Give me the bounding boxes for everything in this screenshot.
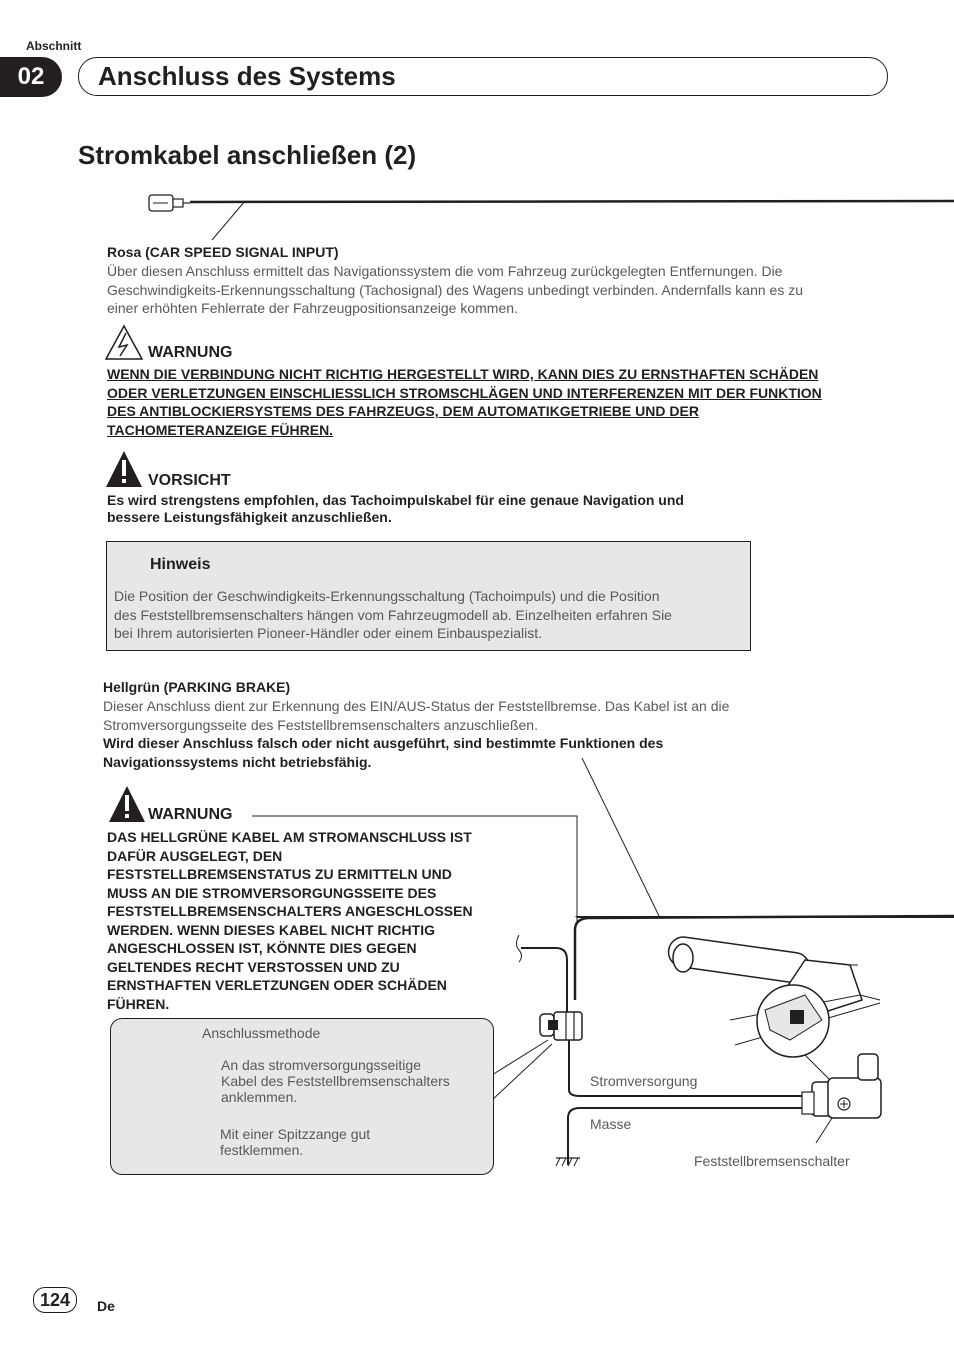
text-line: Mit einer Spitzzange gut xyxy=(220,1126,371,1142)
text-line: bessere Leistungsfähigkeit anzuschließen. xyxy=(107,509,392,525)
text-line: Stromversorgungsseite des Feststellbremsenschalters anzuschließen. xyxy=(103,716,538,733)
connection-step-1 xyxy=(221,1057,486,1105)
switch-label: Feststellbremsenschalter xyxy=(694,1153,850,1169)
text-line: ERNSTHAFTEN VERLETZUNGEN ODER SCHÄDEN xyxy=(107,977,447,993)
text-line: DES ANTIBLOCKIERSYSTEMS DES FAHRZEUGS, DEM AUTOMATIKGETRIEBE UND DER xyxy=(107,403,699,419)
speed-signal-label: Rosa (CAR SPEED SIGNAL INPUT) xyxy=(107,244,339,260)
section-label: Abschnitt xyxy=(26,39,82,53)
caution-heading: VORSICHT xyxy=(148,472,231,489)
warning-heading: WARNUNG xyxy=(148,344,233,361)
text-line: festklemmen. xyxy=(220,1142,304,1158)
section-number-badge: 02 xyxy=(0,57,62,97)
text-line: DAS HELLGRÜNE KABEL AM STROMANSCHLUSS IST xyxy=(107,829,472,845)
warning-heading: WARNUNG xyxy=(148,806,233,823)
speed-signal-description xyxy=(107,262,907,318)
caution-icon xyxy=(106,451,142,487)
text-line: FESTSTELLBREMSENSTATUS ZU ERMITTELN UND xyxy=(107,866,452,882)
text-line: Die Position der Geschwindigkeits-Erkennungsschaltung (Tachoimpuls) und die Position xyxy=(114,588,660,604)
page-title: Stromkabel anschließen (2) xyxy=(78,140,417,170)
text-line: FESTSTELLBREMSENSCHALTERS ANGESCHLOSSEN xyxy=(107,903,473,919)
note-text xyxy=(114,587,744,643)
text-line: Navigationssystems nicht betriebsfähig. xyxy=(103,753,372,770)
text-line: DAFÜR AUSGELEGT, DEN xyxy=(107,847,283,864)
section-title: Anschluss des Systems xyxy=(98,61,396,91)
clamp-connector-icon xyxy=(540,1012,582,1040)
speed-signal-wire xyxy=(190,201,954,202)
text-line: Wird dieser Anschluss falsch oder nicht ausgeführt, sind bestimmte Funktionen des xyxy=(103,735,664,751)
warning-text xyxy=(107,365,907,439)
text-line: bei Ihrem autorisierten Pioneer-Händler oder einem Einbauspezialist. xyxy=(114,625,543,641)
language-code: De xyxy=(97,1298,115,1314)
text-line: Über diesen Anschluss ermittelt das Navigationssystem die vom Fahrzeug zurückgelegten Entfernungen. Die xyxy=(107,263,783,279)
text-line: FÜHREN. xyxy=(107,995,170,1012)
text-line: MUSS AN DIE STROMVERSORGUNGSSEITE DES xyxy=(107,884,437,901)
text-line: WERDEN. WENN DIESES KABEL NICHT RICHTIG xyxy=(107,921,435,938)
text-line: Dieser Anschluss dient zur Erkennung des EIN/AUS-Status der Feststellbremse. Das Kabel ist an die xyxy=(103,698,730,714)
electric-hazard-icon xyxy=(106,326,142,359)
power-label: Stromversorgung xyxy=(590,1073,698,1089)
text-line: Geschwindigkeits-Erkennungsschaltung (Tachosignal) des Wagens unbedingt verbinden. Andernfalls kann es zu xyxy=(107,281,804,298)
caution-text xyxy=(107,492,907,526)
text-line: des Feststellbremsenschalters hängen vom Fahrzeugmodell ab. Einzelheiten erfahren Sie xyxy=(114,606,672,623)
connection-step-2 xyxy=(220,1126,470,1158)
connection-method-title: Anschlussmethode xyxy=(202,1025,321,1041)
text-line: GELTENDES RECHT VERSTOSSEN UND ZU xyxy=(107,958,400,975)
text-line: anklemmen. xyxy=(221,1089,298,1105)
text-line: ANGESCHLOSSEN IST, KÖNNTE DIES GEGEN xyxy=(107,940,417,956)
text-line: einer erhöhten Fehlerrate der Fahrzeugpositionsanzeige kommen. xyxy=(107,300,518,316)
magnifier-detail-icon xyxy=(757,985,829,1057)
text-line: ODER VERLETZUNGEN EINSCHLIESSLICH STROMSCHLÄGEN UND INTERFERENZEN MIT DER FUNKTION xyxy=(107,384,822,401)
parking-brake-leader xyxy=(582,758,660,918)
parking-brake-label: Hellgrün (PARKING BRAKE) xyxy=(103,679,291,695)
speed-signal-leader xyxy=(212,201,245,240)
text-line: WENN DIE VERBINDUNG NICHT RICHTIG HERGESTELLT WIRD, KANN DIES ZU ERNSTHAFTEN SCHÄDEN xyxy=(107,366,819,382)
text-line: TACHOMETERANZEIGE FÜHREN. xyxy=(107,421,334,438)
warning-icon xyxy=(109,786,145,822)
parking-brake-description xyxy=(103,697,863,734)
speed-signal-connector-icon xyxy=(149,195,190,211)
text-line: Kabel des Feststellbremsenschalters xyxy=(221,1073,450,1089)
text-line: Es wird strengstens empfohlen, das Tachoimpulskabel für eine genaue Navigation und xyxy=(107,492,684,508)
text-line: An das stromversorgungsseitige xyxy=(221,1057,421,1073)
note-heading: Hinweis xyxy=(150,556,211,573)
ground-label: Masse xyxy=(590,1116,632,1132)
page-number: 124 xyxy=(33,1287,77,1313)
warning-text xyxy=(107,828,527,1013)
parking-brake-bold-note xyxy=(103,734,863,771)
